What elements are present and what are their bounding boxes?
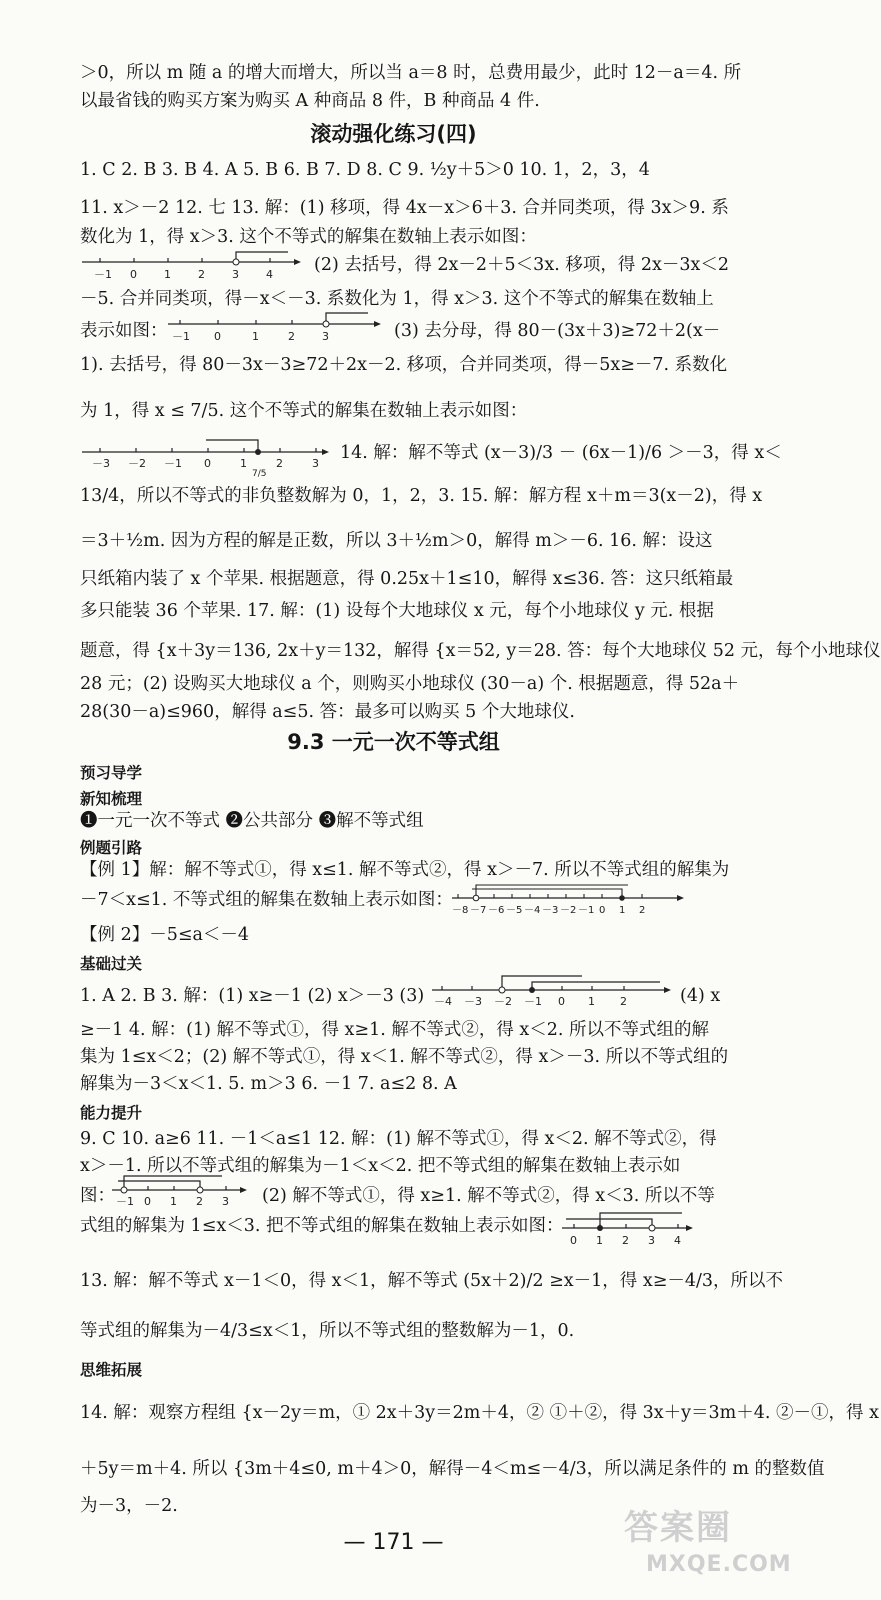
- tick-label: 1: [164, 268, 171, 281]
- text-line: ＞0，所以 m 随 a 的增大而增大，所以当 a＝8 时，总费用最少，此时 12－a＝4. 所: [80, 63, 742, 83]
- tick-label: 2: [620, 995, 627, 1008]
- watermark: [618, 1500, 792, 1592]
- tick-label: －1: [116, 1195, 134, 1208]
- tick-label: －3: [92, 457, 110, 470]
- subheading: 思维拓展: [80, 1361, 143, 1379]
- tick-label: 3: [322, 330, 329, 343]
- tick-label: 3: [222, 1195, 229, 1208]
- number-line-5: [432, 972, 677, 1012]
- tick-label: －7: [470, 905, 487, 916]
- text-line: x＞－1. 所以不等式组的解集为－1＜x＜2. 把不等式组的解集在数轴上表示如: [80, 1156, 681, 1176]
- watermark-title: 答案圈: [624, 1508, 732, 1548]
- text-line: 1). 去括号，得 80－3x－3≥72＋2x－2. 移项，合并同类项，得－5x≥－7. 系数化: [80, 355, 728, 375]
- text-line: (4) x: [680, 986, 721, 1006]
- text-line: 数化为 1，得 x＞3. 这个不等式的解集在数轴上表示如图：: [80, 227, 537, 247]
- section-heading: 9.3 一元一次不等式组: [287, 730, 500, 754]
- tick-label: 4: [266, 268, 273, 281]
- tick-label: －4: [434, 995, 452, 1008]
- subheading: 基础过关: [80, 955, 143, 973]
- text-line: ❶一元一次不等式 ❷公共部分 ❸解不等式组: [80, 811, 424, 831]
- text-line: 13. 解：解不等式 x－1＜0，得 x＜1，解不等式 (5x＋2)/2 ≥x－1，得 x≥－4/3，所以不: [80, 1271, 784, 1291]
- text-line: ＝3＋½m. 因为方程的解是正数，所以 3＋½m＞0，解得 m＞－6. 16. 解：设这: [80, 531, 713, 551]
- text-line: 9. C 10. a≥6 11. －1＜a≤1 12. 解：(1) 解不等式①，得 x＜2. 解不等式②，得: [80, 1129, 717, 1149]
- tick-label: 0: [144, 1195, 151, 1208]
- tick-label: 1: [170, 1195, 177, 1208]
- text-line: 为 1，得 x ≤ 7/5. 这个不等式的解集在数轴上表示如图：: [80, 401, 528, 421]
- text-line: 14. 解：观察方程组 {x－2y＝m，① 2x＋3y＝2m＋4，② ①＋②，得 3x＋y＝3m＋4. ②－①，得 x: [80, 1403, 879, 1423]
- text-line: 以最省钱的购买方案为购买 A 种商品 8 件，B 种商品 4 件.: [80, 91, 540, 111]
- text-line: (2) 解不等式①，得 x≥1. 解不等式②，得 x＜3. 所以不等: [262, 1186, 715, 1206]
- tick-label: －1: [94, 268, 112, 281]
- text-line: 题意，得 {x＋3y＝136, 2x＋y＝132，解得 {x＝52, y＝28. 答：每个大地球仪 52 元，每个小地球仪: [80, 641, 881, 661]
- text-line: 14. 解：解不等式 (x－3)/3 － (6x－1)/6 ＞－3，得 x＜: [340, 443, 782, 463]
- text-line: 等式组的解集为－4/3≤x＜1，所以不等式组的整数解为－1，0.: [80, 1321, 575, 1341]
- text-line: 11. x＞－2 12. 七 13. 解：(1) 移项，得 4x－x＞6＋3. 合并同类项，得 3x＞9. 系: [80, 198, 729, 218]
- tick-label: －2: [494, 995, 512, 1008]
- number-line-3: [82, 436, 332, 478]
- number-line-4: [452, 882, 692, 918]
- number-line-2: [168, 310, 383, 344]
- subheading: 例题引路: [80, 839, 143, 857]
- text-line: 式组的解集为 1≤x＜3. 把不等式组的解集在数轴上表示如图：: [80, 1216, 564, 1236]
- text-line: 只纸箱内装了 x 个苹果. 根据题意，得 0.25x＋1≤10，解得 x≤36. 答：这只纸箱最: [80, 569, 734, 589]
- tick-label: －2: [560, 905, 577, 916]
- text-line: 28(30－a)≤960，解得 a≤5. 答：最多可以购买 5 个大地球仪.: [80, 702, 575, 722]
- text-line: 【例 1】解：解不等式①，得 x≤1. 解不等式②，得 x＞－7. 所以不等式组的解集为: [80, 860, 730, 880]
- tick-label: －8: [452, 905, 469, 916]
- text-line: ＋5y＝m＋4. 所以 {3m＋4≤0, m＋4＞0，解得－4＜m≤－4/3，所以满足条件的 m 的整数值: [80, 1459, 825, 1479]
- text-line: ≥－1 4. 解：(1) 解不等式①，得 x≥1. 解不等式②，得 x＜2. 所以不等式组的解: [80, 1020, 710, 1040]
- text-line: 为－3，－2.: [80, 1496, 178, 1516]
- subheading: 预习导学: [80, 764, 143, 782]
- number-line-1: [82, 250, 302, 282]
- tick-label: 1: [240, 457, 247, 470]
- tick-label: 2: [276, 457, 283, 470]
- text-line: 解集为－3＜x＜1. 5. m＞3 6. －1 7. a≤2 8. A: [80, 1074, 457, 1094]
- tick-label: 3: [648, 1234, 655, 1247]
- tick-label: 1: [252, 330, 259, 343]
- tick-label: 3: [232, 268, 239, 281]
- page-number: — 171 —: [343, 1530, 444, 1555]
- tick-label: 0: [558, 995, 565, 1008]
- text-line: －5. 合并同类项，得－x＜－3. 系数化为 1，得 x＞3. 这个不等式的解集在数轴上: [80, 289, 714, 309]
- tick-label: 0: [204, 457, 211, 470]
- text-line: 28 元；(2) 设购买大地球仪 a 个，则购买小地球仪 (30－a) 个. 根据题意，得 52a＋: [80, 674, 740, 694]
- text-line: 13/4，所以不等式的非负整数解为 0，1，2，3. 15. 解：解方程 x＋m＝3(x－2)，得 x: [80, 486, 763, 506]
- tick-label: －1: [172, 330, 190, 343]
- tick-label: 2: [622, 1234, 629, 1247]
- text-line: －7＜x≤1. 不等式组的解集在数轴上表示如图：: [80, 890, 453, 910]
- number-line-7: [562, 1206, 697, 1248]
- subheading: 能力提升: [80, 1104, 143, 1122]
- number-line-6: [112, 1172, 252, 1212]
- tick-label: －1: [578, 905, 595, 916]
- tick-label: 7/5: [252, 469, 267, 479]
- watermark-url: MXQE.COM: [646, 1552, 792, 1577]
- tick-label: 1: [596, 1234, 603, 1247]
- section-heading: 滚动强化练习(四): [310, 122, 477, 146]
- tick-label: －6: [488, 905, 505, 916]
- tick-label: 2: [639, 905, 646, 916]
- tick-label: －2: [128, 457, 146, 470]
- text-line: 1. A 2. B 3. 解：(1) x≥－1 (2) x＞－3 (3): [80, 986, 425, 1006]
- tick-label: 0: [214, 330, 221, 343]
- tick-label: －3: [542, 905, 559, 916]
- tick-label: 2: [196, 1195, 203, 1208]
- text-line: 1. C 2. B 3. B 4. A 5. B 6. B 7. D 8. C 9. ½y＋5＞0 10. 1，2，3，4: [80, 160, 650, 180]
- tick-label: 2: [288, 330, 295, 343]
- tick-label: 0: [570, 1234, 577, 1247]
- tick-label: －5: [506, 905, 523, 916]
- tick-label: 1: [588, 995, 595, 1008]
- tick-label: 4: [674, 1234, 681, 1247]
- tick-label: 1: [619, 905, 626, 916]
- subheading: 新知梳理: [80, 790, 143, 808]
- text-line: 图：: [80, 1186, 115, 1206]
- tick-label: 3: [312, 457, 319, 470]
- tick-label: 0: [599, 905, 606, 916]
- tick-label: －1: [524, 995, 542, 1008]
- tick-label: 2: [198, 268, 205, 281]
- tick-label: 0: [130, 268, 137, 281]
- text-line: 集为 1≤x＜2；(2) 解不等式①，得 x＜1. 解不等式②，得 x＞－3. 所以不等式组的: [80, 1047, 729, 1067]
- text-line: 多只能装 36 个苹果. 17. 解：(1) 设每个大地球仪 x 元，每个小地球仪 y 元. 根据: [80, 601, 714, 621]
- text-line: (2) 去括号，得 2x－2＋5＜3x. 移项，得 2x－3x＜2: [314, 255, 730, 275]
- tick-label: －1: [164, 457, 182, 470]
- text-line: 表示如图：: [80, 321, 168, 341]
- text-line: (3) 去分母，得 80－(3x＋3)≥72＋2(x－: [394, 321, 721, 341]
- tick-label: －4: [524, 905, 541, 916]
- tick-label: －3: [464, 995, 482, 1008]
- text-line: 【例 2】－5≤a＜－4: [80, 925, 250, 945]
